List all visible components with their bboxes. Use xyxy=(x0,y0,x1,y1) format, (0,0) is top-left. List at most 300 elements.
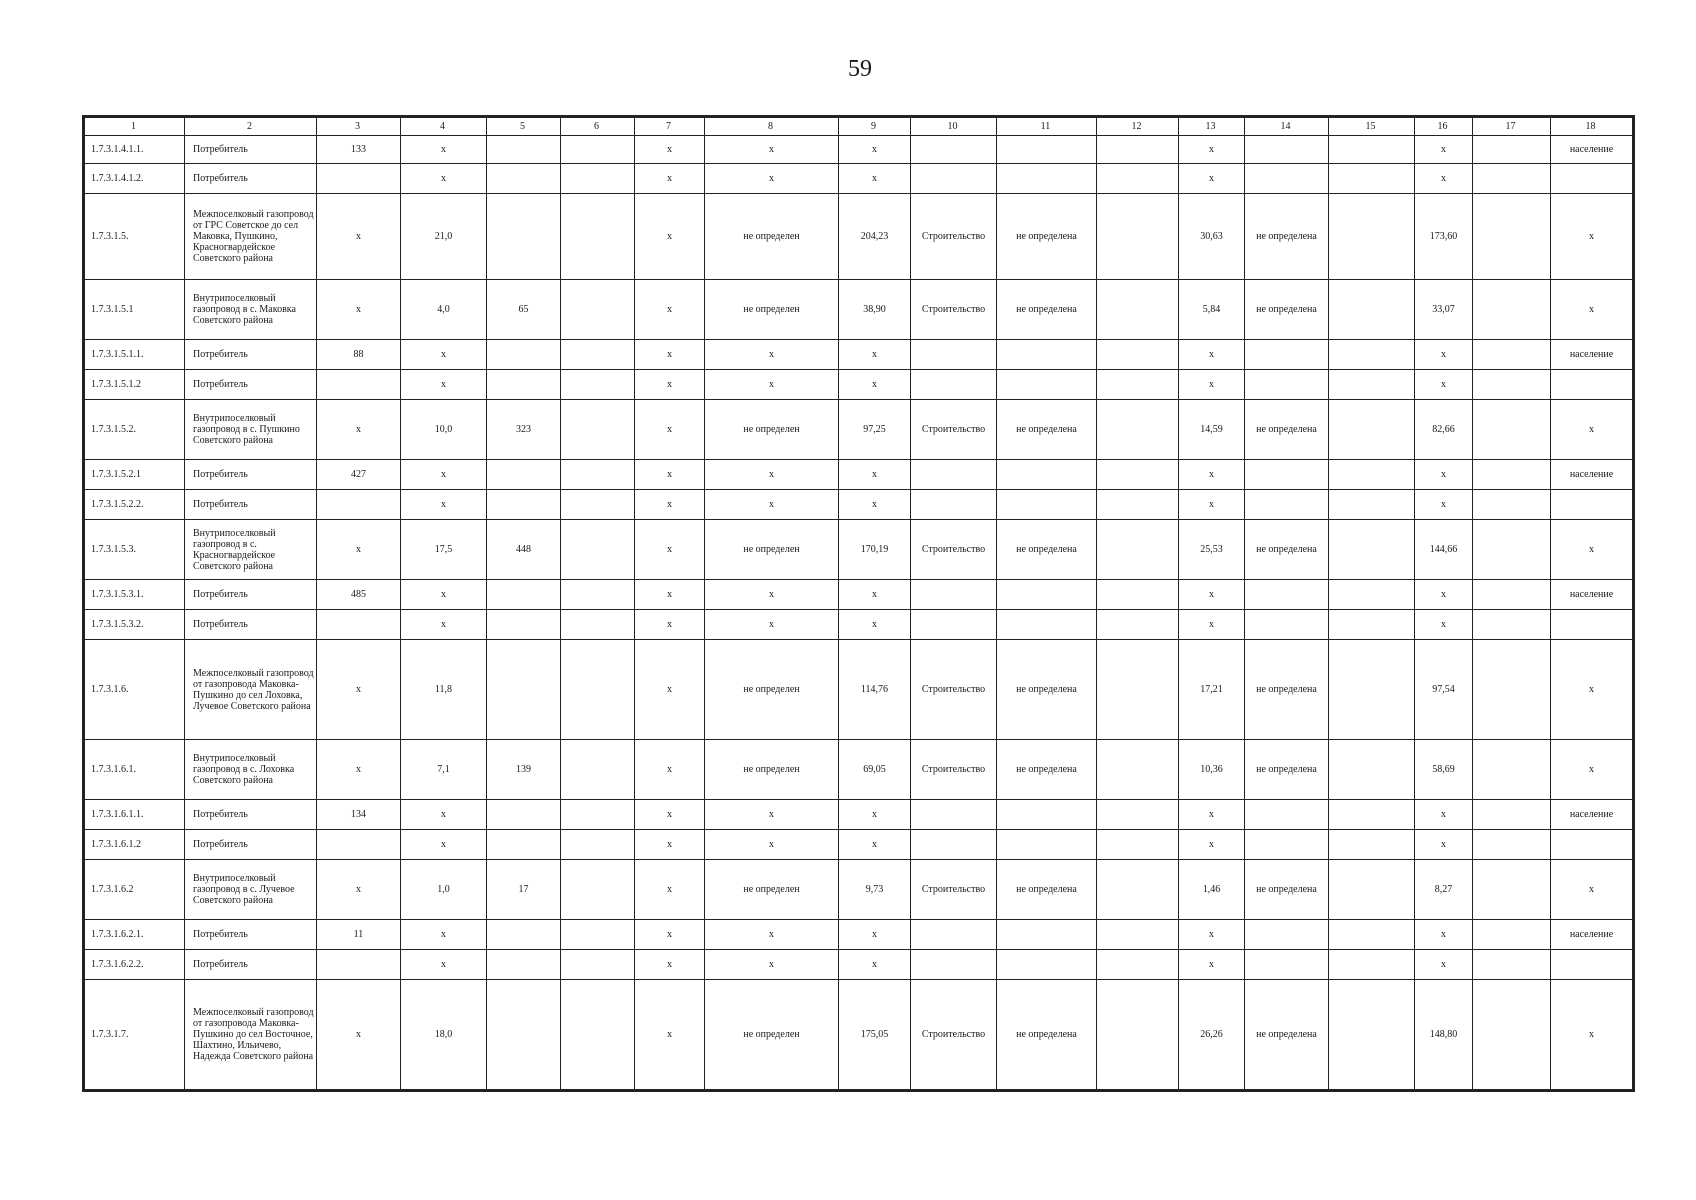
column-header: 16 xyxy=(1415,118,1473,136)
table-cell: x xyxy=(839,950,911,980)
table-cell: x xyxy=(401,800,487,830)
table-cell xyxy=(561,610,635,640)
table-cell: Потребитель xyxy=(185,460,317,490)
table-cell: x xyxy=(705,370,839,400)
table-cell: x xyxy=(705,950,839,980)
table-cell: x xyxy=(705,136,839,164)
table-cell: 17,5 xyxy=(401,520,487,580)
table-cell xyxy=(487,460,561,490)
table-cell: 1.7.3.1.5.2.2. xyxy=(85,490,185,520)
table-cell: x xyxy=(1551,280,1633,340)
table-cell xyxy=(1245,580,1329,610)
table-cell xyxy=(911,460,997,490)
table-cell: x xyxy=(839,460,911,490)
table-cell xyxy=(1245,920,1329,950)
table-cell xyxy=(1097,164,1179,194)
table-cell: x xyxy=(705,610,839,640)
table-cell xyxy=(487,640,561,740)
column-header: 14 xyxy=(1245,118,1329,136)
table-row xyxy=(85,340,1633,370)
table-cell: x xyxy=(1551,400,1633,460)
table-cell xyxy=(1329,340,1415,370)
table-cell: 1.7.3.1.5.3. xyxy=(85,520,185,580)
page-number: 59 xyxy=(848,56,872,82)
table-cell: x xyxy=(705,800,839,830)
table-cell: Внутрипоселковый газопровод в с. Лоховка Советского района xyxy=(185,740,317,800)
table-cell xyxy=(1473,980,1551,1090)
table-cell xyxy=(997,920,1097,950)
table-cell: Внутрипоселковый газопровод в с. Лучевое Советского района xyxy=(185,860,317,920)
table-cell: x xyxy=(1179,920,1245,950)
table-cell: x xyxy=(1551,860,1633,920)
table-cell xyxy=(487,164,561,194)
table-cell: 4,0 xyxy=(401,280,487,340)
column-header: 6 xyxy=(561,118,635,136)
table-cell xyxy=(1473,490,1551,520)
table-cell: 1.7.3.1.6.2.1. xyxy=(85,920,185,950)
table-cell: x xyxy=(705,580,839,610)
table-cell xyxy=(1245,340,1329,370)
table-cell: не определена xyxy=(997,280,1097,340)
table-cell: Потребитель xyxy=(185,580,317,610)
table-row xyxy=(85,580,1633,610)
table-cell: 7,1 xyxy=(401,740,487,800)
table-cell xyxy=(1473,610,1551,640)
table-cell: не определена xyxy=(1245,194,1329,280)
table-cell: не определен xyxy=(705,194,839,280)
table-cell xyxy=(1473,830,1551,860)
table-cell: Строительство xyxy=(911,640,997,740)
table-cell xyxy=(911,920,997,950)
table-cell: x xyxy=(1179,136,1245,164)
table-cell xyxy=(1473,136,1551,164)
column-header: 7 xyxy=(635,118,705,136)
table-cell: не определена xyxy=(997,194,1097,280)
table-cell: Внутрипоселковый газопровод в с. Маковка Советского района xyxy=(185,280,317,340)
table-cell: Потребитель xyxy=(185,830,317,860)
table-cell xyxy=(1097,490,1179,520)
column-header: 12 xyxy=(1097,118,1179,136)
table-cell: Межпоселковый газопровод от ГРС Советское до сел Маковка, Пушкино, Красногвардейское Советского района xyxy=(185,194,317,280)
table-cell: x xyxy=(1415,580,1473,610)
table-cell: x xyxy=(1415,490,1473,520)
table-cell xyxy=(911,950,997,980)
table-cell xyxy=(1329,800,1415,830)
table-cell: 88 xyxy=(317,340,401,370)
table-cell: x xyxy=(401,950,487,980)
table-cell xyxy=(911,800,997,830)
table-cell: Потребитель xyxy=(185,136,317,164)
table-cell: x xyxy=(1415,800,1473,830)
table-cell: x xyxy=(1179,370,1245,400)
table-cell: x xyxy=(1551,980,1633,1090)
table-row xyxy=(85,460,1633,490)
table-cell: x xyxy=(317,860,401,920)
table-cell: x xyxy=(635,830,705,860)
table-cell: x xyxy=(401,830,487,860)
table-cell xyxy=(1097,280,1179,340)
table-row xyxy=(85,800,1633,830)
table-cell: x xyxy=(1179,800,1245,830)
table-cell: 8,27 xyxy=(1415,860,1473,920)
table-cell: 58,69 xyxy=(1415,740,1473,800)
table-cell xyxy=(1473,400,1551,460)
table-cell xyxy=(1473,370,1551,400)
table-cell: не определена xyxy=(997,740,1097,800)
table-cell xyxy=(561,194,635,280)
table-cell xyxy=(1473,740,1551,800)
table-cell xyxy=(1329,490,1415,520)
table-cell xyxy=(561,950,635,980)
table-cell: не определена xyxy=(1245,400,1329,460)
column-header: 10 xyxy=(911,118,997,136)
table-cell xyxy=(1245,164,1329,194)
table-cell xyxy=(1329,460,1415,490)
table-cell xyxy=(1329,280,1415,340)
table-cell: x xyxy=(317,400,401,460)
table-cell: x xyxy=(635,860,705,920)
column-header: 2 xyxy=(185,118,317,136)
table-cell xyxy=(1097,580,1179,610)
table-cell: 1.7.3.1.6.1.1. xyxy=(85,800,185,830)
table-cell: не определена xyxy=(997,400,1097,460)
table-cell xyxy=(1551,370,1633,400)
table-cell: население xyxy=(1551,800,1633,830)
table-cell xyxy=(561,920,635,950)
table-cell: население xyxy=(1551,340,1633,370)
table-cell xyxy=(561,580,635,610)
table-cell xyxy=(1329,860,1415,920)
table-cell: 10,0 xyxy=(401,400,487,460)
table-cell xyxy=(1097,830,1179,860)
table-cell: x xyxy=(705,490,839,520)
table-cell: x xyxy=(401,490,487,520)
table-cell xyxy=(1097,640,1179,740)
table-cell xyxy=(561,980,635,1090)
table-cell xyxy=(997,340,1097,370)
table-cell: x xyxy=(839,164,911,194)
table-row xyxy=(85,136,1633,164)
table-cell: x xyxy=(401,340,487,370)
table-cell: 1.7.3.1.5.2. xyxy=(85,400,185,460)
table-cell: x xyxy=(1415,920,1473,950)
table-cell: x xyxy=(839,136,911,164)
table-cell: 485 xyxy=(317,580,401,610)
table-cell: x xyxy=(1415,340,1473,370)
table-cell xyxy=(487,830,561,860)
table-cell: x xyxy=(1179,164,1245,194)
table-cell xyxy=(487,610,561,640)
table-cell xyxy=(1473,340,1551,370)
table-cell: x xyxy=(1179,950,1245,980)
table-row xyxy=(85,490,1633,520)
table-cell: 1.7.3.1.5.1 xyxy=(85,280,185,340)
table-cell xyxy=(561,280,635,340)
table-cell: 204,23 xyxy=(839,194,911,280)
table-cell: x xyxy=(1551,740,1633,800)
table-cell: Строительство xyxy=(911,400,997,460)
table-cell xyxy=(1097,610,1179,640)
table-cell: население xyxy=(1551,580,1633,610)
table-cell: не определена xyxy=(997,860,1097,920)
table-cell: не определена xyxy=(997,640,1097,740)
table-cell: 448 xyxy=(487,520,561,580)
table-cell xyxy=(1329,580,1415,610)
table-cell: 97,54 xyxy=(1415,640,1473,740)
table-cell: Строительство xyxy=(911,980,997,1090)
table-cell: Потребитель xyxy=(185,800,317,830)
table-cell xyxy=(1551,164,1633,194)
column-header: 18 xyxy=(1551,118,1633,136)
table-cell xyxy=(561,520,635,580)
table-cell: 1.7.3.1.6.2.2. xyxy=(85,950,185,980)
table-cell: x xyxy=(401,580,487,610)
table-cell: x xyxy=(839,340,911,370)
table-cell: 1.7.3.1.6.2 xyxy=(85,860,185,920)
table-cell xyxy=(561,136,635,164)
table-cell xyxy=(561,164,635,194)
table-cell: x xyxy=(635,800,705,830)
table-row xyxy=(85,740,1633,800)
table-cell: 133 xyxy=(317,136,401,164)
table-cell xyxy=(997,950,1097,980)
table-cell: 25,53 xyxy=(1179,520,1245,580)
table-cell: 9,73 xyxy=(839,860,911,920)
table-cell xyxy=(317,164,401,194)
table-cell: не определен xyxy=(705,980,839,1090)
table-cell xyxy=(317,370,401,400)
table-cell xyxy=(561,800,635,830)
table-cell: x xyxy=(635,164,705,194)
column-header: 4 xyxy=(401,118,487,136)
table-cell: x xyxy=(1551,640,1633,740)
table-cell: население xyxy=(1551,460,1633,490)
table-cell: x xyxy=(1179,460,1245,490)
table-cell xyxy=(997,610,1097,640)
table-cell xyxy=(561,400,635,460)
table-cell: x xyxy=(839,920,911,950)
table-cell xyxy=(1473,280,1551,340)
table-cell xyxy=(1473,194,1551,280)
table-cell: x xyxy=(839,490,911,520)
table-cell xyxy=(1329,830,1415,860)
table-cell: x xyxy=(1415,370,1473,400)
table-cell: не определен xyxy=(705,640,839,740)
table-cell: 1.7.3.1.5.1.2 xyxy=(85,370,185,400)
table-cell: 11,8 xyxy=(401,640,487,740)
table-cell: x xyxy=(1179,580,1245,610)
table-cell: x xyxy=(635,370,705,400)
table-cell: не определена xyxy=(1245,520,1329,580)
table-cell: x xyxy=(1179,340,1245,370)
table-cell: 1.7.3.1.5.2.1 xyxy=(85,460,185,490)
table-cell: Потребитель xyxy=(185,920,317,950)
table-cell xyxy=(1097,460,1179,490)
table-cell: x xyxy=(635,740,705,800)
table-cell: x xyxy=(635,610,705,640)
table-cell xyxy=(1097,950,1179,980)
table-cell xyxy=(1329,920,1415,950)
table-cell: 17 xyxy=(487,860,561,920)
table-cell xyxy=(487,194,561,280)
table-cell: 26,26 xyxy=(1179,980,1245,1090)
table-row xyxy=(85,610,1633,640)
table-cell: население xyxy=(1551,136,1633,164)
table-cell: 1.7.3.1.5.3.1. xyxy=(85,580,185,610)
table-cell xyxy=(1097,520,1179,580)
table-cell: Строительство xyxy=(911,740,997,800)
table-row xyxy=(85,520,1633,580)
table-cell: 139 xyxy=(487,740,561,800)
table-cell: x xyxy=(1415,164,1473,194)
table-cell: x xyxy=(635,490,705,520)
table-cell: 114,76 xyxy=(839,640,911,740)
table-cell xyxy=(1097,400,1179,460)
table-cell xyxy=(1329,980,1415,1090)
table-cell xyxy=(1097,920,1179,950)
table-cell xyxy=(487,370,561,400)
table-cell xyxy=(1473,640,1551,740)
table-cell: 175,05 xyxy=(839,980,911,1090)
table-cell: x xyxy=(705,830,839,860)
table-cell: 69,05 xyxy=(839,740,911,800)
table-cell: 14,59 xyxy=(1179,400,1245,460)
table-cell xyxy=(317,950,401,980)
table-cell: x xyxy=(1415,950,1473,980)
table-cell xyxy=(911,136,997,164)
table-cell: x xyxy=(705,164,839,194)
table-cell xyxy=(1097,370,1179,400)
table-cell: 1.7.3.1.4.1.2. xyxy=(85,164,185,194)
table-cell xyxy=(997,580,1097,610)
table-cell: не определен xyxy=(705,740,839,800)
table-cell xyxy=(911,164,997,194)
table-cell xyxy=(487,490,561,520)
table-cell: не определена xyxy=(1245,860,1329,920)
table-cell xyxy=(1245,610,1329,640)
table-cell: не определена xyxy=(1245,980,1329,1090)
table-cell: x xyxy=(401,920,487,950)
table-cell: 1.7.3.1.6.1. xyxy=(85,740,185,800)
table-cell: x xyxy=(635,640,705,740)
table-cell: Межпоселковый газопровод от газопровода Маковка-Пушкино до сел Лоховка, Лучевое Советского района xyxy=(185,640,317,740)
table-cell: x xyxy=(839,800,911,830)
table-cell: не определена xyxy=(1245,640,1329,740)
header-row xyxy=(85,118,1633,136)
table-cell xyxy=(1473,164,1551,194)
table-cell: x xyxy=(1179,830,1245,860)
table-cell xyxy=(561,860,635,920)
table-cell: 1.7.3.1.6.1.2 xyxy=(85,830,185,860)
table-cell: Строительство xyxy=(911,520,997,580)
table-cell: Потребитель xyxy=(185,370,317,400)
table-body xyxy=(85,118,1633,1090)
table-cell xyxy=(487,340,561,370)
table-row xyxy=(85,860,1633,920)
table-row xyxy=(85,280,1633,340)
table-cell xyxy=(997,136,1097,164)
table-cell xyxy=(1329,164,1415,194)
table-cell: не определена xyxy=(1245,740,1329,800)
table-cell: x xyxy=(635,280,705,340)
table-cell: 21,0 xyxy=(401,194,487,280)
table-cell: x xyxy=(635,194,705,280)
table-cell: 1.7.3.1.6. xyxy=(85,640,185,740)
column-header: 5 xyxy=(487,118,561,136)
table-cell: x xyxy=(1551,520,1633,580)
table-cell xyxy=(487,136,561,164)
table-cell: x xyxy=(705,340,839,370)
table-row xyxy=(85,950,1633,980)
table-cell: 144,66 xyxy=(1415,520,1473,580)
table-cell xyxy=(911,490,997,520)
table-cell xyxy=(997,460,1097,490)
table-cell: x xyxy=(635,920,705,950)
table-cell xyxy=(1245,800,1329,830)
table-cell xyxy=(1473,520,1551,580)
table-cell xyxy=(1097,980,1179,1090)
table-cell xyxy=(997,490,1097,520)
table-row xyxy=(85,164,1633,194)
table-cell xyxy=(911,830,997,860)
table-cell: x xyxy=(317,740,401,800)
table-cell: не определен xyxy=(705,280,839,340)
table-cell xyxy=(1245,950,1329,980)
table-cell xyxy=(561,370,635,400)
table-cell xyxy=(1097,740,1179,800)
table-cell: x xyxy=(401,370,487,400)
table-cell xyxy=(487,800,561,830)
table-cell: 97,25 xyxy=(839,400,911,460)
column-header: 1 xyxy=(85,118,185,136)
table-cell: Внутрипоселковый газопровод в с. Красногвардейское Советского района xyxy=(185,520,317,580)
column-header: 8 xyxy=(705,118,839,136)
table-cell xyxy=(1473,580,1551,610)
table-cell: x xyxy=(635,340,705,370)
table-cell: x xyxy=(1179,610,1245,640)
table-cell xyxy=(561,640,635,740)
table-cell: не определена xyxy=(1245,280,1329,340)
table-cell: x xyxy=(1415,830,1473,860)
table-cell: 1.7.3.1.7. xyxy=(85,980,185,1090)
table-cell: x xyxy=(1179,490,1245,520)
table-cell: x xyxy=(1415,136,1473,164)
table-cell: Межпоселковый газопровод от газопровода Маковка-Пушкино до сел Восточное, Шахтино, Ильичево, Надежда Советского района xyxy=(185,980,317,1090)
table-cell: Строительство xyxy=(911,194,997,280)
table-cell xyxy=(1097,340,1179,370)
table-cell xyxy=(1551,830,1633,860)
table-row xyxy=(85,640,1633,740)
table-cell: x xyxy=(839,610,911,640)
table-cell xyxy=(1473,920,1551,950)
table-cell: 1.7.3.1.5. xyxy=(85,194,185,280)
table-cell: не определен xyxy=(705,520,839,580)
table-cell: x xyxy=(635,520,705,580)
table-cell: x xyxy=(635,460,705,490)
table-cell: Внутрипоселковый газопровод в с. Пушкино Советского района xyxy=(185,400,317,460)
column-header: 3 xyxy=(317,118,401,136)
table-cell xyxy=(317,830,401,860)
table-cell: 82,66 xyxy=(1415,400,1473,460)
table-cell xyxy=(1097,194,1179,280)
table-cell: не определен xyxy=(705,860,839,920)
column-header: 9 xyxy=(839,118,911,136)
table-cell: 1.7.3.1.5.1.1. xyxy=(85,340,185,370)
table-cell xyxy=(911,340,997,370)
table-cell xyxy=(1329,194,1415,280)
column-header: 13 xyxy=(1179,118,1245,136)
table-cell: Строительство xyxy=(911,280,997,340)
